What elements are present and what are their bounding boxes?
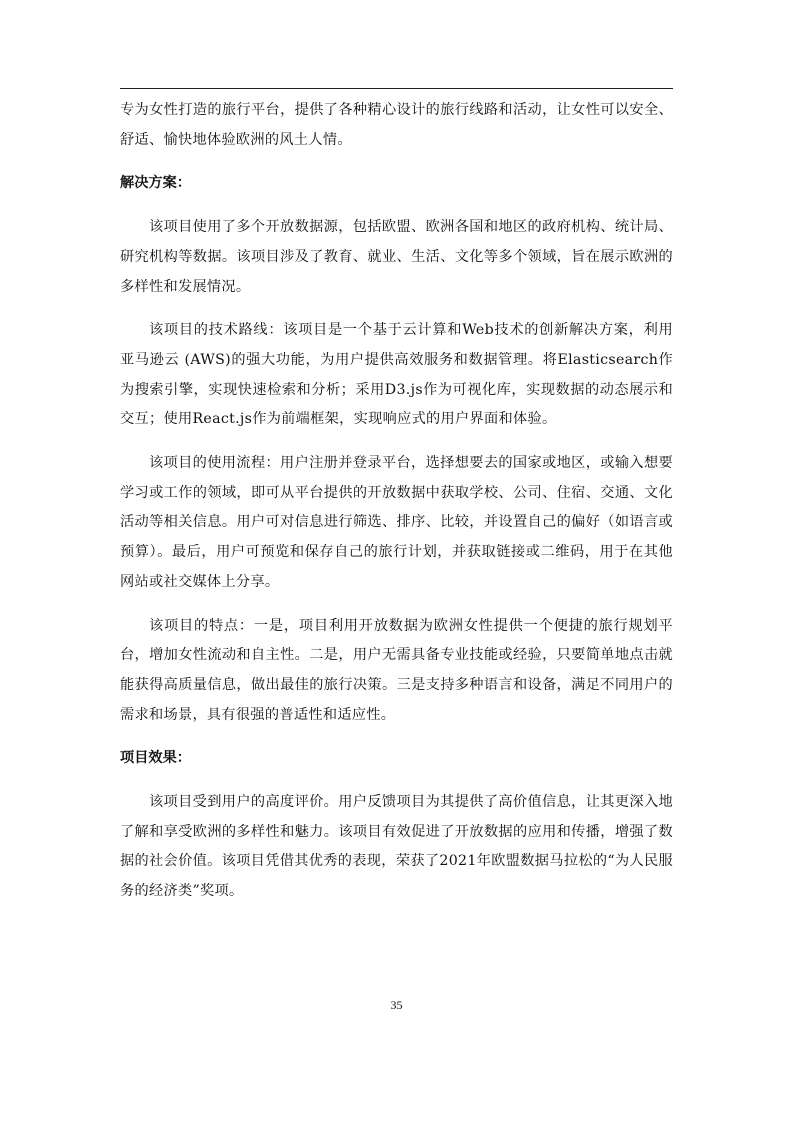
effect-paragraph: 该项目受到用户的高度评价。用户反馈项目为其提供了高价值信息，让其更深入地了解和享受欧洲的多样性和魅力。该项目有效促进了开放数据的应用和传播，增强了数据的社会价值。该项目凭借其优秀的表现，荣获了2021年欧盟数据马拉松的“为人民服务的经济类”奖项。 bbox=[120, 794, 673, 900]
solution-paragraph-usage-flow: 该项目的使用流程：用户注册并登录平台，选择想要去的国家或地区，或输入想要学习或工作的领域，即可从平台提供的开放数据中获取学校、公司、住宿、交通、文化活动等相关信息。用户可对信息进行筛选、排序、比较，并设置自己的偏好（如语言或预算）。最后，用户可预览和保存自己的旅行计划，并获取链接或二维码，用于在其他网站或社交媒体上分享。 bbox=[120, 455, 673, 590]
header-rule bbox=[120, 88, 673, 89]
solution-paragraph-data-sources: 该项目使用了多个开放数据源，包括欧盟、欧洲各国和地区的政府机构、统计局、研究机构等数据。该项目涉及了教育、就业、生活、文化等多个领域，旨在展示欧洲的多样性和发展情况。 bbox=[120, 219, 673, 295]
page-number: 35 bbox=[390, 998, 403, 1012]
solution-paragraph-features: 该项目的特点：一是，项目利用开放数据为欧洲女性提供一个便捷的旅行规划平台，增加女性流动和自主性。二是，用户无需具备专业技能或经验，只要简单地点击就能获得高质量信息，做出最佳的旅行决策。三是支持多种语言和设备，满足不同用户的需求和场景，具有很强的普适性和适应性。 bbox=[120, 617, 673, 723]
effect-heading: 项目效果： bbox=[120, 750, 191, 767]
solution-heading: 解决方案： bbox=[120, 175, 191, 192]
page-body bbox=[120, 96, 673, 907]
solution-paragraph-tech-route: 该项目的技术路线：该项目是一个基于云计算和Web技术的创新解决方案，利用亚马逊云 (AWS)的强大功能，为用户提供高效服务和数据管理。将Elasticsearch作为搜索引擎，实现快速检索和分析；采用D3.js作为可视化库，实现数据的动态展示和交互；使用React.js作为前端框架，实现响应式的用户界面和体验。 bbox=[120, 322, 673, 428]
intro-continuation: 专为女性打造的旅行平台，提供了各种精心设计的旅行线路和活动，让女性可以安全、舒适、愉快地体验欧洲的风土人情。 bbox=[120, 102, 673, 148]
